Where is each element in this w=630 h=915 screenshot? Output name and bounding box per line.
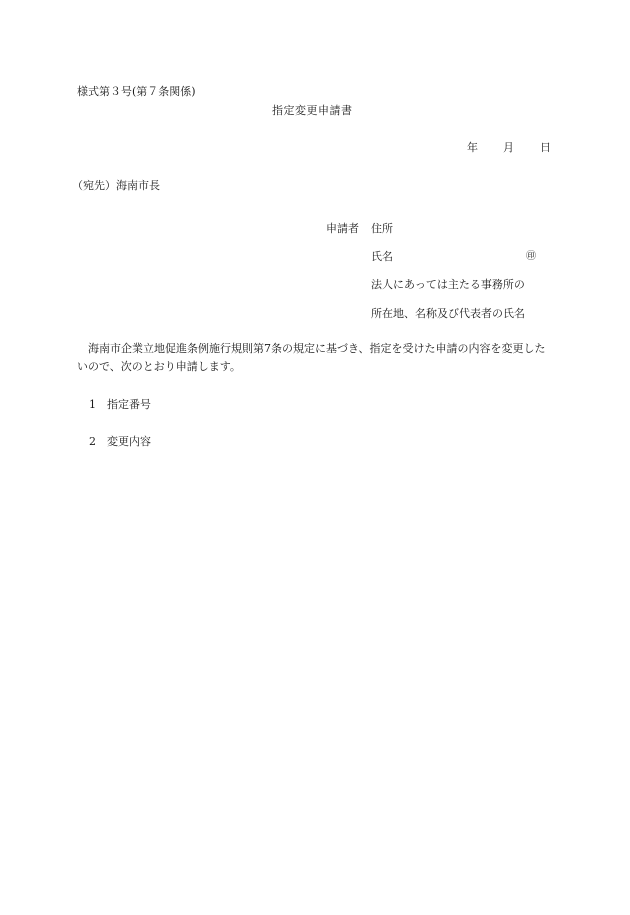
name-label: 氏名	[371, 250, 393, 263]
item-label-designation-number: 指定番号	[107, 398, 151, 411]
date-year-label: 年	[467, 141, 478, 154]
date-month-label: 月	[503, 141, 514, 154]
item-number-2: 2	[89, 435, 96, 448]
address-label: 住所	[371, 222, 393, 235]
body-paragraph: 海南市企業立地促進条例施行規則第7条の規定に基づき、指定を受けた申請の内容を変更したいので、次のとおり申請します。	[77, 342, 546, 373]
date-day-label: 日	[540, 141, 551, 154]
item-label-change-details: 変更内容	[107, 435, 151, 448]
item-number-1: 1	[89, 398, 96, 411]
corporation-note-line-2: 所在地、名称及び代表者の氏名	[371, 307, 525, 320]
form-number: 様式第３号(第７条関係)	[77, 85, 196, 98]
addressee: （宛先）海南市長	[72, 179, 160, 192]
corporation-note-line-1: 法人にあっては主たる事務所の	[371, 278, 525, 291]
seal-mark-icon: ㊞	[526, 251, 536, 262]
document-title: 指定変更申請書	[272, 104, 353, 117]
applicant-label: 申請者	[326, 222, 359, 235]
